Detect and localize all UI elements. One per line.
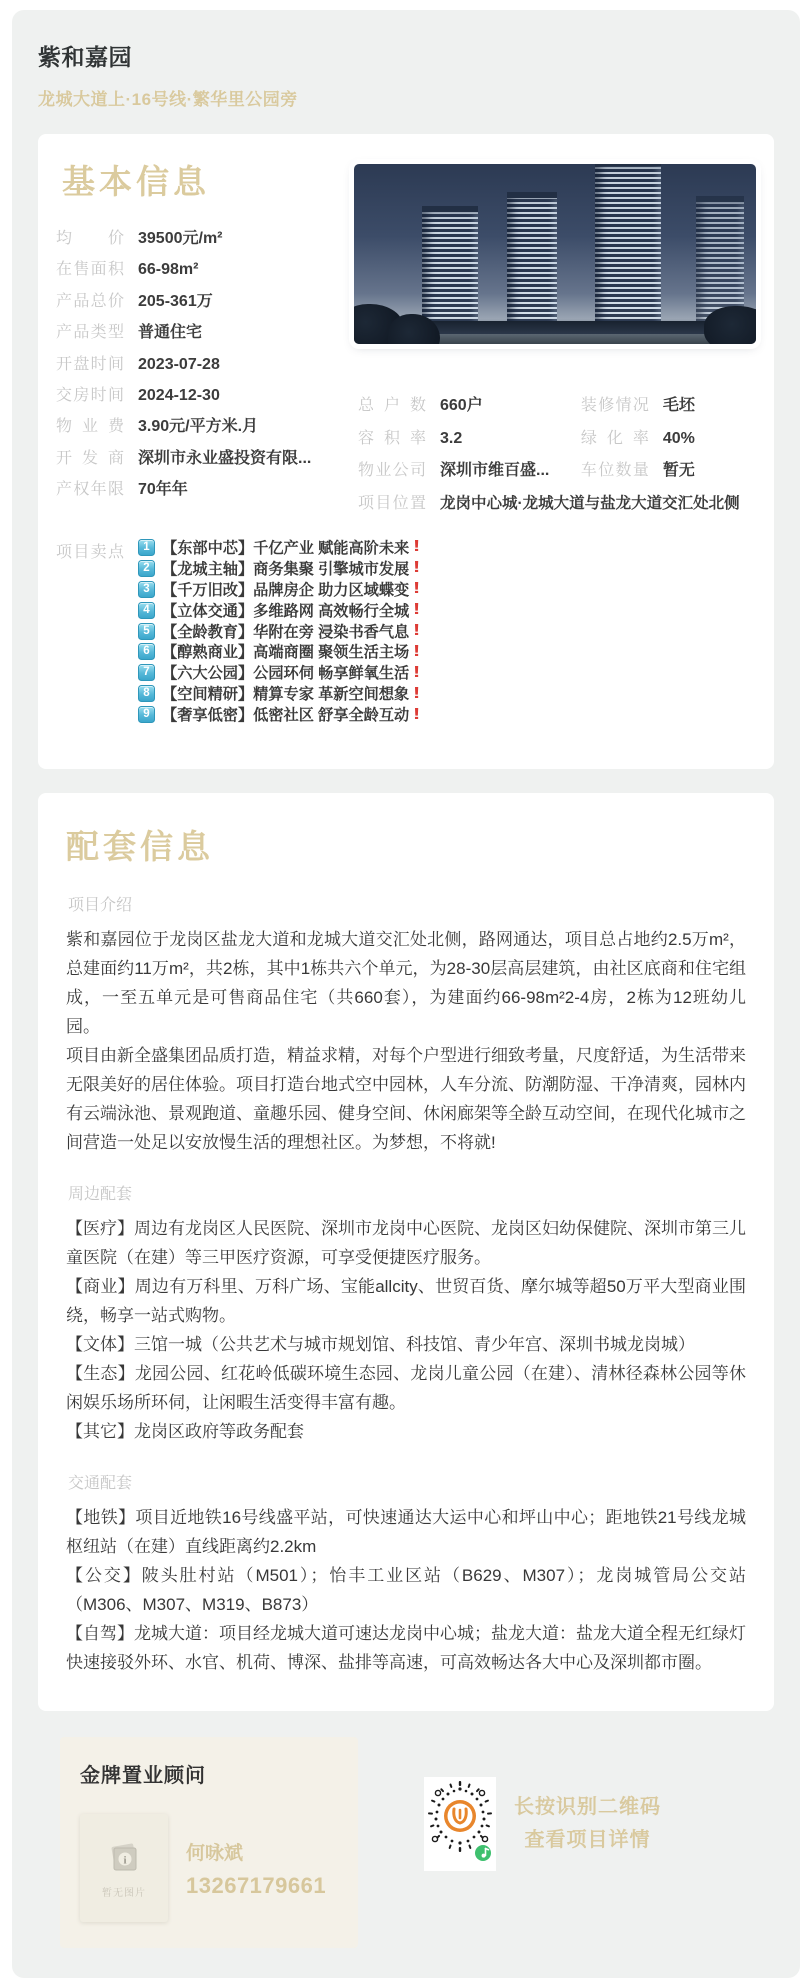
surrounding-item-commerce: 【商业】周边有万科里、万科广场、宝能allcity、世贸百货、摩尔城等超50万平大型商业围绕，畅享一站式购物。	[66, 1277, 746, 1326]
intro-paragraph: 项目由新全盛集团品质打造，精益求精，对每个户型进行细致考量，尺度舒适，为生活带来无限美好的居住体验。项目打造台地式空中园林，人车分流、防潮防湿、干净清爽，园林内有云端泳池、景观跑道、童趣乐园、健身空间、休闲廊架等全龄互动空间，在现代化城市之间营造一处足以安放慢生活的理想社区。为梦想，不将就!	[66, 1046, 746, 1153]
field-property-company	[358, 457, 581, 490]
consultant-card	[60, 1737, 358, 1948]
field-label: 装修情况	[580, 397, 649, 414]
field-label: 车位数量	[580, 462, 649, 479]
consultant-section	[60, 1737, 752, 1948]
field-value: 660户	[440, 397, 483, 414]
field-label: 均价	[56, 230, 124, 247]
basic-info-title: 基本信息	[62, 163, 210, 200]
selling-point: 4 【立体交通】多维路网 高效畅行全城 !	[138, 600, 420, 621]
mini-program-code-icon	[424, 1777, 496, 1871]
selling-points	[56, 537, 756, 725]
field-label: 物业公司	[358, 462, 426, 479]
tower-silhouette	[595, 166, 661, 324]
qr-hint	[514, 1791, 661, 1857]
field-location	[358, 490, 756, 523]
basic-info-card	[38, 134, 774, 769]
selling-point: 3 【千万旧改】品牌房企 助力区域蝶变 !	[138, 579, 420, 600]
transport-item-bus: 【公交】陂头肚村站（M501）；怡丰工业区站（B629、M307）；龙岗城管局公交站（M306、M307、M319、B873）	[66, 1566, 746, 1615]
field-value: 深圳市维百盛...	[440, 462, 550, 479]
field-value: 3.2	[440, 429, 463, 447]
field-ownership-years	[56, 476, 358, 507]
field-label: 容积率	[358, 429, 426, 447]
field-property-fee	[56, 413, 358, 444]
selling-point: 9 【奢享低密】低密社区 舒享全龄互动 !	[138, 704, 420, 725]
field-value: 70年年	[138, 481, 188, 499]
field-total-units	[358, 392, 581, 425]
consultant-name: 何咏斌	[186, 1842, 244, 1864]
field-decoration	[581, 392, 756, 425]
field-value: 暂无	[662, 462, 695, 479]
field-label: 总户数	[358, 397, 426, 414]
no-photo-label: 暂无图片	[102, 1887, 146, 1899]
consultant-phone[interactable]: 13267179661	[186, 1872, 327, 1898]
field-product-type	[56, 319, 358, 350]
field-plot-ratio	[358, 425, 581, 458]
selling-point: 7 【六大公园】公园环伺 畅享鲜氧生活 !	[138, 662, 420, 683]
field-value: 3.90元/平方米.月	[138, 418, 259, 436]
consultant-section-title: 金牌置业顾问	[80, 1765, 206, 1788]
selling-points-label: 项目卖点	[56, 544, 124, 561]
podium-silhouette	[386, 321, 748, 334]
page-title: 紫和嘉园	[38, 44, 132, 70]
transport-item-drive: 【自驾】龙城大道：项目经龙城大道可速达龙岗中心城；盐龙大道：盐龙大道全程无红绿灯快速接驳外环、水官、机荷、博深、盐排等高速，可高效畅达各大中心及深圳都市圈。	[66, 1624, 746, 1673]
surrounding-item-other: 【其它】龙岗区政府等政务配套	[66, 1422, 304, 1442]
field-value: 龙岗中心城·龙城大道与盐龙大道交汇处北侧	[440, 494, 740, 512]
field-parking	[581, 457, 756, 490]
number-badge: 4	[138, 602, 155, 619]
surrounding-label: 周边配套	[68, 1186, 133, 1204]
field-label: 产品类型	[56, 324, 124, 342]
basic-info-right-grid	[358, 392, 756, 522]
exclamation-icon: !	[413, 601, 421, 619]
number-badge: 7	[138, 664, 155, 681]
qr-hint-line2: 查看项目详情	[524, 1829, 651, 1852]
page-container	[12, 10, 800, 1978]
field-label: 开盘时间	[56, 355, 124, 373]
field-open-date	[56, 351, 358, 382]
intro-label: 项目介绍	[68, 897, 133, 915]
field-avg-price	[56, 225, 358, 256]
field-label: 开发商	[56, 449, 124, 467]
number-badge: 6	[138, 643, 155, 660]
surrounding-item-ecology: 【生态】龙园公园、红花岭低碳环境生态园、龙岗儿童公园（在建）、清林径森林公园等休闲娱乐场所环伺，让闲暇生活变得丰富有趣。	[66, 1364, 746, 1413]
field-value: 2024-12-30	[138, 386, 220, 404]
field-label: 在售面积	[56, 261, 124, 279]
number-badge: 1	[138, 539, 155, 556]
selling-point: 6 【醇熟商业】高端商圈 聚领生活主场 !	[138, 641, 420, 662]
field-label: 物业费	[56, 418, 124, 436]
selling-point: 5 【全龄教育】华附在旁 浸染书香气息 !	[138, 621, 420, 642]
field-value: 66-98m²	[138, 261, 199, 279]
exclamation-icon: !	[413, 538, 421, 556]
field-label: 产品总价	[56, 292, 124, 310]
exclamation-icon: !	[413, 642, 421, 660]
number-badge: 5	[138, 623, 155, 640]
selling-point: 1 【东部中芯】千亿产业 赋能高阶未来 !	[138, 537, 420, 558]
field-label: 产权年限	[56, 481, 124, 499]
number-badge: 9	[138, 706, 155, 723]
field-delivery-date	[56, 382, 358, 413]
field-area	[56, 256, 358, 287]
field-developer	[56, 445, 358, 476]
qr-group	[424, 1777, 661, 1871]
tower-silhouette	[422, 212, 478, 324]
field-total-price	[56, 288, 358, 319]
exclamation-icon: !	[413, 580, 421, 598]
header	[12, 11, 800, 110]
field-value: 2023-07-28	[138, 355, 220, 373]
qr-hint-line1: 长按识别二维码	[514, 1796, 661, 1819]
surrounding-item-medical: 【医疗】周边有龙岗区人民医院、深圳市龙岗中心医院、龙岗区妇幼保健院、深圳市第三儿童医院（在建）等三甲医疗资源，可享受便捷医疗服务。	[66, 1219, 746, 1268]
amenities-title: 配套信息	[66, 828, 214, 866]
number-badge: 3	[138, 581, 155, 598]
selling-points-list	[138, 537, 420, 725]
page-subtitle: 龙城大道上·16号线·繁华里公园旁	[38, 90, 298, 109]
qr-code[interactable]	[424, 1777, 496, 1871]
tower-silhouette	[507, 198, 557, 324]
number-badge: 2	[138, 560, 155, 577]
exclamation-icon: !	[413, 663, 421, 681]
field-label: 项目位置	[358, 494, 426, 512]
consultant-info	[186, 1838, 326, 1899]
field-label: 交房时间	[56, 386, 124, 404]
amenities-card	[38, 793, 774, 1711]
field-green-ratio	[581, 425, 756, 458]
field-value: 普通住宅	[138, 324, 203, 342]
exclamation-icon: !	[413, 684, 421, 702]
exclamation-icon: !	[413, 559, 421, 577]
field-value: 40%	[662, 429, 695, 447]
tree-silhouette	[704, 306, 756, 344]
consultant-body	[80, 1814, 338, 1922]
field-value: 205-361万	[138, 292, 213, 310]
exclamation-icon: !	[413, 622, 421, 639]
selling-point: 2 【龙城主轴】商务集聚 引擎城市发展 !	[138, 558, 420, 579]
field-value: 39500元/m²	[138, 230, 223, 247]
surrounding-item-culture: 【文体】三馆一城（公共艺术与城市规划馆、科技馆、青少年宫、深圳书城龙岗城）	[66, 1335, 695, 1355]
transport-item-metro: 【地铁】项目近地铁16号线盛平站，可快速通达大运中心和坪山中心；距地铁21号线龙城枢纽站（在建）直线距离约2.2km	[66, 1508, 746, 1557]
number-badge: 8	[138, 685, 155, 702]
property-photo[interactable]	[354, 164, 756, 344]
exclamation-icon: !	[413, 705, 421, 723]
selling-point: 8 【空间精研】精算专家 革新空间想象 !	[138, 683, 420, 704]
intro-paragraph: 紫和嘉园位于龙岗区盐龙大道和龙城大道交汇处北侧，路网通达，项目总占地约2.5万m²，总建面约11万m²，共2栋，其中1栋共六个单元，为28-30层高层建筑，由社区底商和住宅组成，一至五单元是可售商品住宅（共660套），为建面约66-98m²2-4房，2栋为12班幼儿园。	[66, 930, 746, 1037]
basic-info-left-column	[56, 225, 358, 522]
field-label: 绿化率	[580, 429, 649, 447]
photo-placeholder	[80, 1814, 168, 1922]
field-value: 深圳市永业盛投资有限...	[138, 449, 312, 467]
svg-text:i: i	[123, 1854, 127, 1867]
transport-label: 交通配套	[68, 1475, 133, 1493]
no-photo-icon	[104, 1838, 144, 1878]
field-value: 毛坯	[662, 397, 695, 414]
